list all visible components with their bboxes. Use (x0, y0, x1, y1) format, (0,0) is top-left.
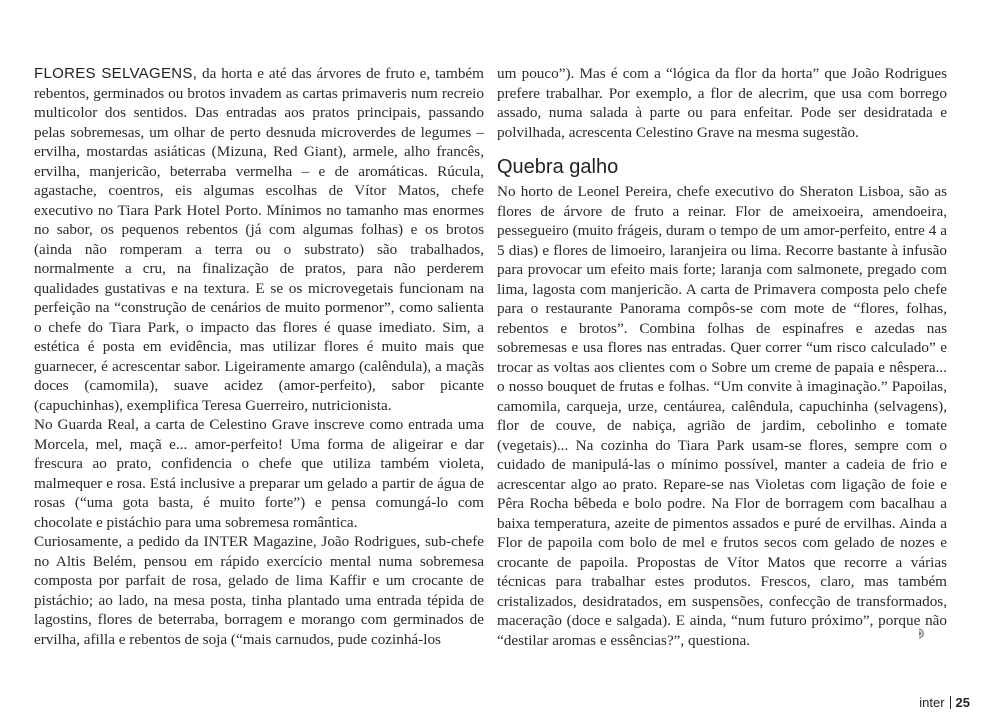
lead-in: FLORES SELVAGENS, (34, 65, 198, 82)
paragraph-1 (34, 64, 484, 415)
paragraph-4: um pouco”). Mas é com a “lógica da flor da horta” que João Rodrigues prefere trabalhar. Por exemplo, a flor de alecrim, que usa com borrego assado, numa salada à parte ou para enfeitar. Pode ser desidratada e polvilhada, acrescenta Celestino Grave na mesma sugestão. (497, 65, 947, 141)
right-column (497, 64, 947, 650)
page-footer (919, 695, 970, 710)
magazine-name: inter (919, 695, 945, 710)
paragraph-5: No horto de Leonel Pereira, chefe executivo do Sheraton Lisboa, são as flores de árvore de fruto a reinar. Flor de ameixoeira, amendoeira, pessegueiro (muito frágeis, duram o tempo de um amor-perfeito, entre 4 a 5 dias) e flores de limoeiro, laranjeira ou lima. Recorre bastante à infusão para provocar um efeito mais forte; laranja com salmonete, pregado com lima, lagosta com manjericão. A carta de Primavera composta pelo chefe para o restaurante Panorama compôs-se com mote de “flores, folhas, rebentos e brotos”. Combina folhas de espinafres e azedas nas sobremesas e usa flores nas entradas. Quer correr “um risco calculado” e trocar as voltas aos clientes com o Sobre um creme de papaia e nêspera... o nosso bouquet de frutas e folhas. “Um convite à imaginação.” Papoilas, camomila, carqueja, urze, centáurea, calêndula, capuchinha (selvagens), flor de couve, de nabiça, agrião de jardim, cebolinho e tomate (vegetais)... Na cozinha do Tiara Park usam-se flores, sempre com o cuidado de manipulá-las o mínimo possível, manter a cadeia de frio e acrescentar algo ao prato. Repare-se nas Violetas com ligação de foie e Pêra Rocha bêbeda e bolo podre. Na Flor de borragem com bacalhau a baixa temperatura, azeite de pimentos assados e puré de ervilhas. Ainda a Flor de papoila com bolo de mel e frutos secos com gelado de nozes e crocante de papoila. Propostas de Vítor Matos que recorre a várias técnicas para trabalhar estes produtos. Frescos, claro, mas também cristalizados, desidratados, em suspensões, confecção de transformados, maceração (doce e salgada). E ainda, “num futuro próximo”, porque não “destilar aromas e essências?”, questiona. (497, 183, 947, 649)
footer-divider (950, 696, 951, 709)
end-of-article-icon (918, 628, 927, 639)
section-heading: Quebra galho (497, 156, 619, 178)
paragraph-3: Curiosamente, a pedido da INTER Magazine, João Rodrigues, sub-chefe no Altis Belém, pensou em rápido exercício mental numa sobremesa composta por parfait de rosa, gelado de lima Kaffir e um crocante de pistáchio; ao lado, na mesa posta, tinha plantado uma entrada tépida de lagostins, flores de beterraba, borragem e morango com germinados de ervilha, afilla e rebentos de soja (“mais carnudos, pude cozinhá-los (34, 533, 484, 648)
paragraph-1-text: da horta e até das árvores de fruto e, também rebentos, germinados ou brotos invadem as cartas primaveris num recreio multicolor dos sentidos. Das entradas aos pratos principais, passando pelas sobremesas, um olhar de perto desnuda microverdes de legumes – ervilha, mostardas asiáticas (Mizuna, Red Giant), armele, alho francês, ervilha, manjericão, beterraba vermelha – e de aromáticas. Rúcula, agastache, coentros, eis algumas escolhas de Vítor Matos, chefe executivo no Tiara Park Hotel Porto. Mínimos no tamanho mas enormes no sabor, os pequenos rebentos (já com algumas folhas) e os brotos (ainda não romperam a terra ou o substrato) são trabalhados, normalmente a cru, na finalização de pratos, para não perderem qualidades gustativas e na textura. E se os microvegetais funcionam na perfeição na “construção de cenários de muito pormenor”, como salienta o chefe do Tiara Park, o impacto das flores é quase imediato. Sim, a estética é posta em evidência, mas utilizar flores é muito mais que guarnecer, é acrescentar sabor. Ligeiramente amargo (calêndula), a maçãs doces (camomila), suave acidez (amor-perfeito), sabor picante (capuchinhas), exemplifica Teresa Guerreiro, nutricionista. (34, 65, 484, 414)
left-column (34, 64, 484, 649)
page-number: 25 (955, 695, 970, 710)
paragraph-2: No Guarda Real, a carta de Celestino Grave inscreve como entrada uma Morcela, mel, maçã e... amor-perfeito! Uma forma de aligeirar e dar frescura ao prato, confidencia o chefe que utiliza também violeta, malmequer e rosa. Está inclusive a preparar um gelado a partir de água de rosas (“uma gota basta, é muito forte”) e pensa comungá-lo com chocolate e pistáchio para uma sobremesa romântica. (34, 416, 484, 531)
